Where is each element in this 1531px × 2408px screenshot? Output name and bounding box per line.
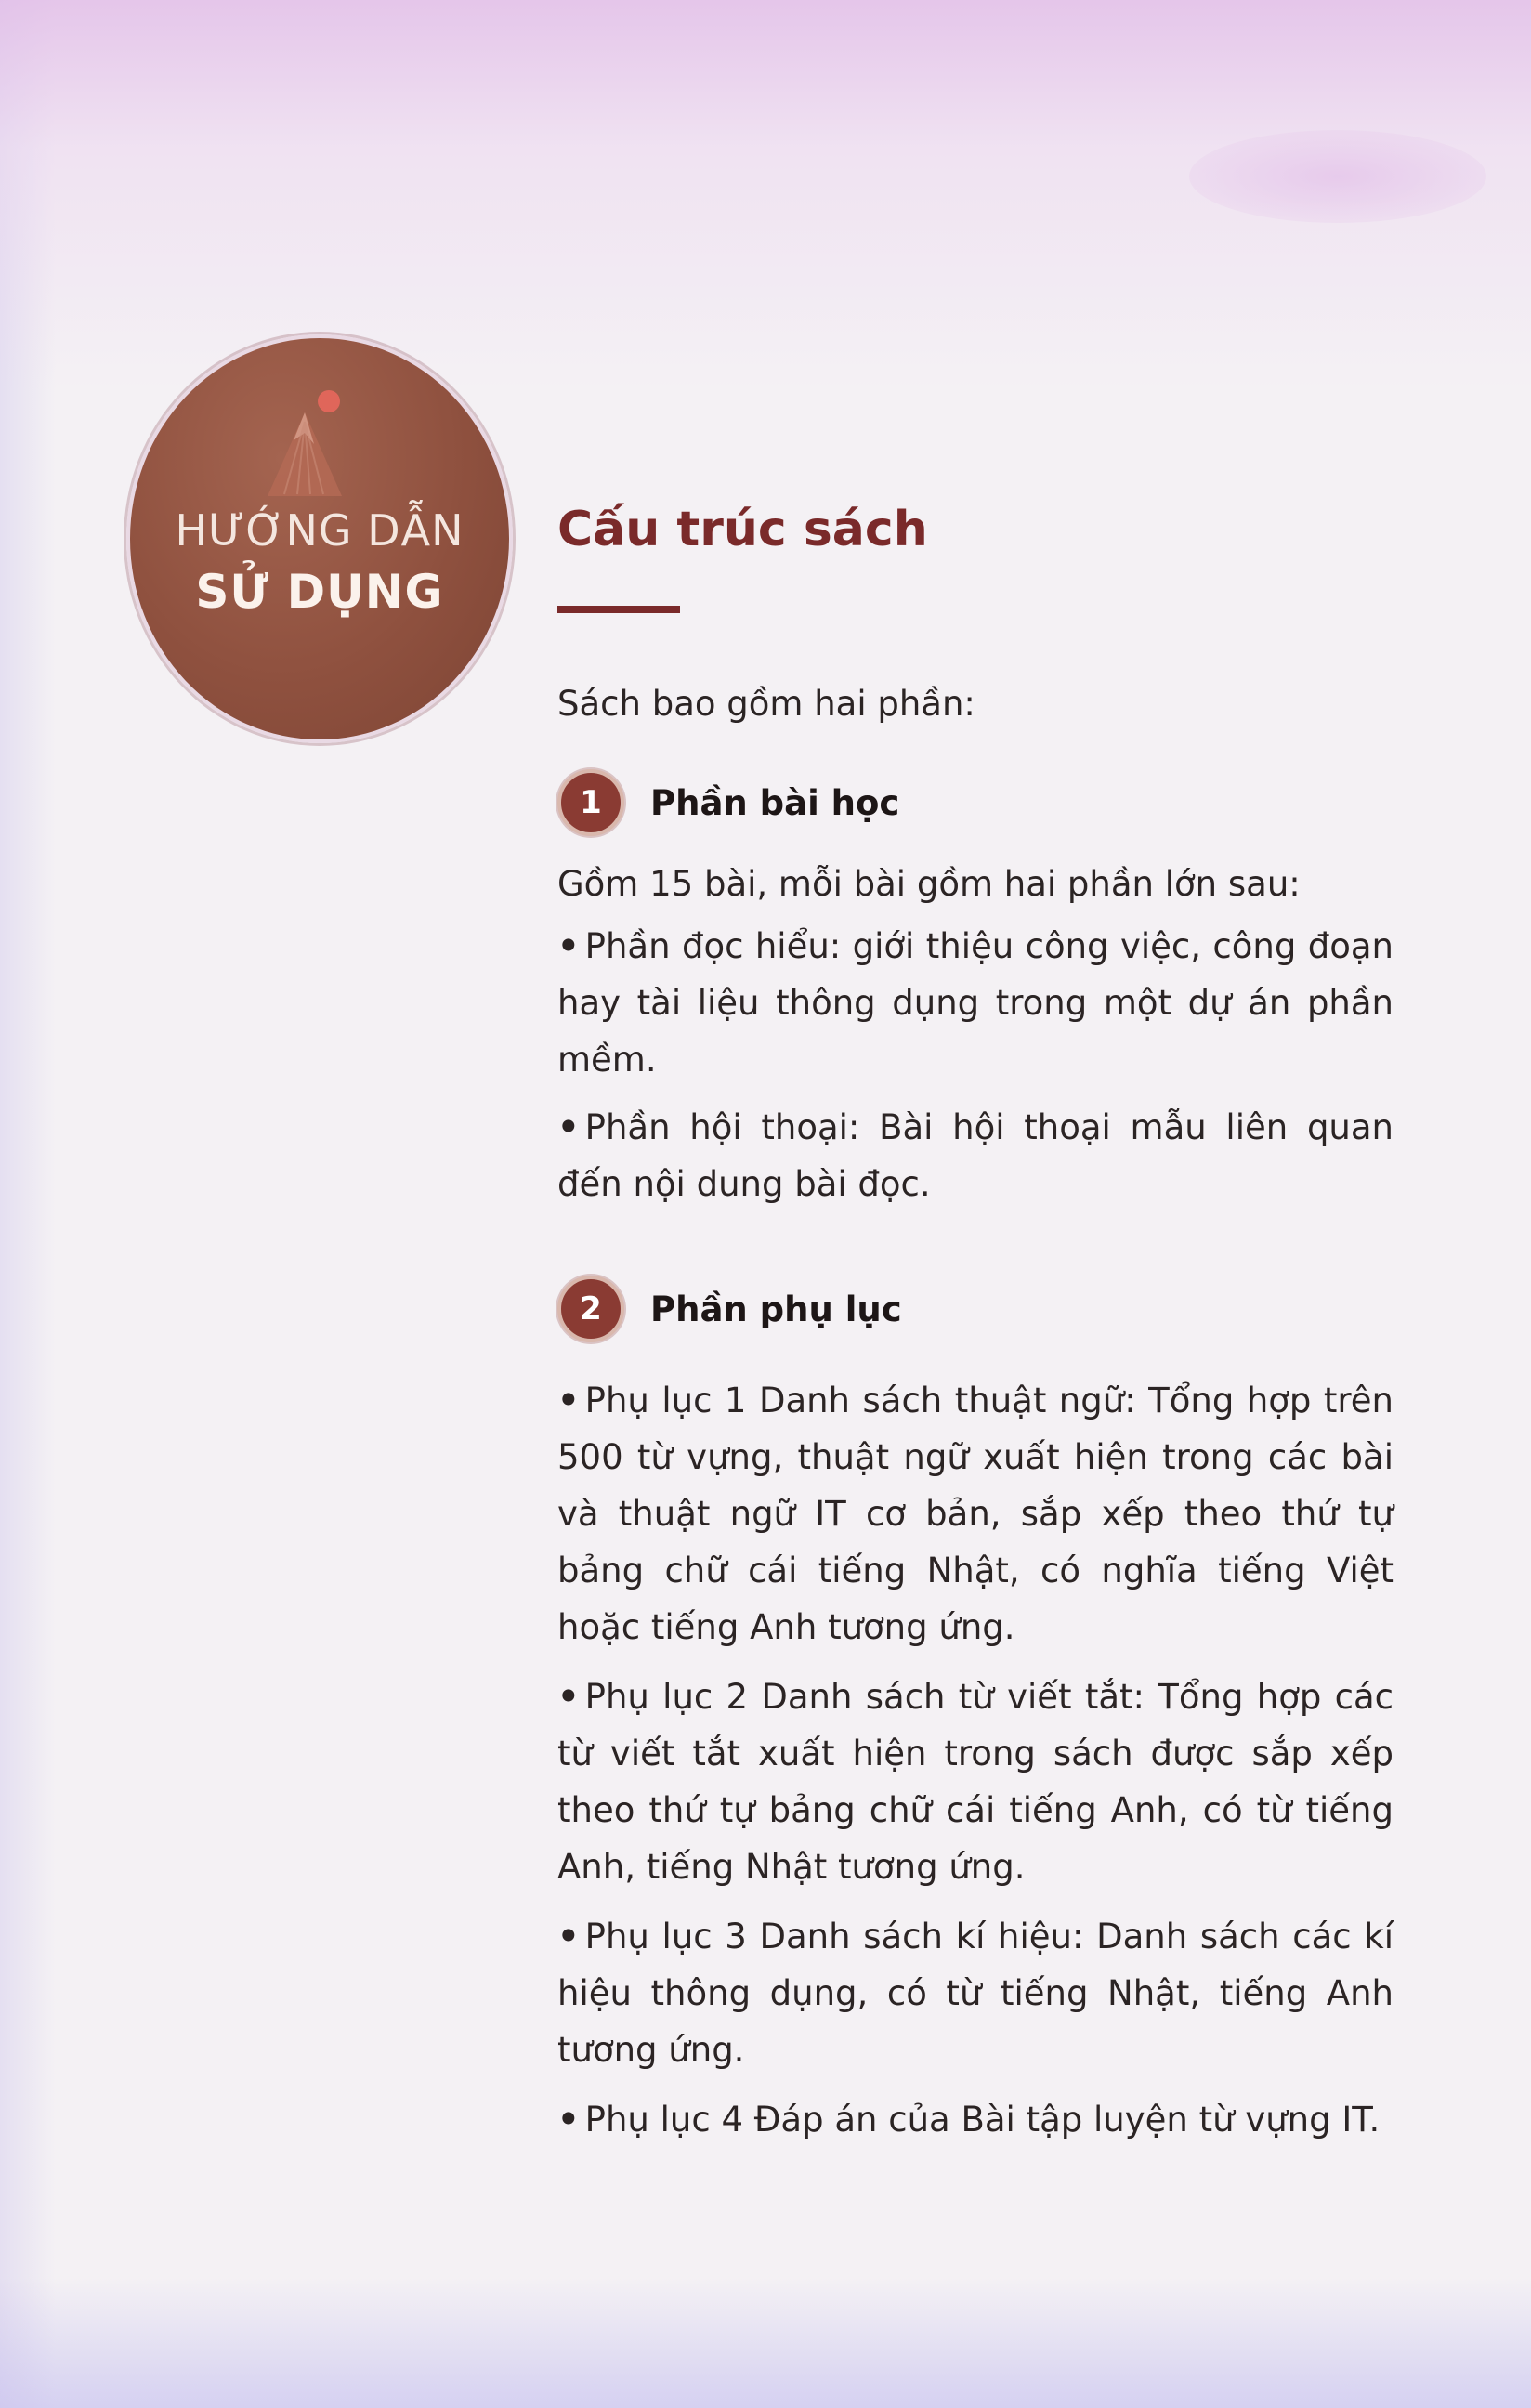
badge-title-line1: HƯỚNG DẪN	[175, 505, 465, 556]
badge-title-line2: SỬ DỤNG	[195, 565, 444, 619]
mountain-sun-icon	[256, 375, 368, 505]
bullet-dot: •	[557, 1381, 580, 1420]
section-appendix	[557, 1274, 1394, 2148]
list-item	[557, 2091, 1394, 2148]
bullet-list	[557, 1372, 1394, 2148]
title-underline	[557, 606, 680, 613]
list-item	[557, 1669, 1394, 1895]
bullet-dot: •	[557, 2100, 580, 2140]
list-item-text: Phụ lục 4 Đáp án của Bài tập luyện từ vựng IT.	[584, 2100, 1381, 2140]
section-header	[557, 1274, 1394, 1344]
scan-blot	[1189, 130, 1486, 223]
section-title: Phần bài học	[650, 782, 900, 823]
bullet-dot: •	[557, 1677, 580, 1717]
list-item	[557, 1908, 1394, 2078]
guide-badge	[126, 334, 513, 743]
list-item-text: Phần đọc hiểu: giới thiệu công việc, công đoạn hay tài liệu thông dụng trong một dự án phần mềm.	[557, 926, 1394, 1080]
section-number-badge: 2	[557, 1276, 624, 1342]
section-header	[557, 767, 1394, 838]
section-lessons	[557, 767, 1394, 1212]
list-item-text: Phụ lục 2 Danh sách từ viết tắt: Tổng hợp các từ viết tắt xuất hiện trong sách được sắp xếp theo thứ tự bảng chữ cái tiếng Anh, có từ tiếng Anh, tiếng Nhật tương ứng.	[557, 1677, 1394, 1887]
bullet-list	[557, 918, 1394, 1212]
list-item	[557, 1099, 1394, 1212]
list-item-text: Phụ lục 1 Danh sách thuật ngữ: Tổng hợp trên 500 từ vựng, thuật ngữ xuất hiện trong các bài và thuật ngữ IT cơ bản, sắp xếp theo thứ tự bảng chữ cái tiếng Nhật, có nghĩa tiếng Việt hoặc tiếng Anh tương ứng.	[557, 1381, 1394, 1647]
page-title: Cấu trúc sách	[557, 502, 928, 557]
main-content	[557, 491, 1394, 2148]
list-item	[557, 918, 1394, 1088]
section-number-badge: 1	[557, 769, 624, 836]
list-item-text: Phần hội thoại: Bài hội thoại mẫu liên quan đến nội dung bài đọc.	[557, 1107, 1394, 1204]
list-item-text: Phụ lục 3 Danh sách kí hiệu: Danh sách các kí hiệu thông dụng, có từ tiếng Nhật, tiếng Anh tương ứng.	[557, 1917, 1394, 2070]
bullet-dot: •	[557, 1107, 580, 1147]
section-description: Gồm 15 bài, mỗi bài gồm hai phần lớn sau:	[557, 864, 1301, 904]
bullet-dot: •	[557, 926, 580, 966]
intro-text: Sách bao gồm hai phần:	[557, 684, 975, 724]
section-title: Phần phụ lục	[650, 1289, 902, 1329]
bullet-dot: •	[557, 1917, 580, 1956]
list-item	[557, 1372, 1394, 1656]
